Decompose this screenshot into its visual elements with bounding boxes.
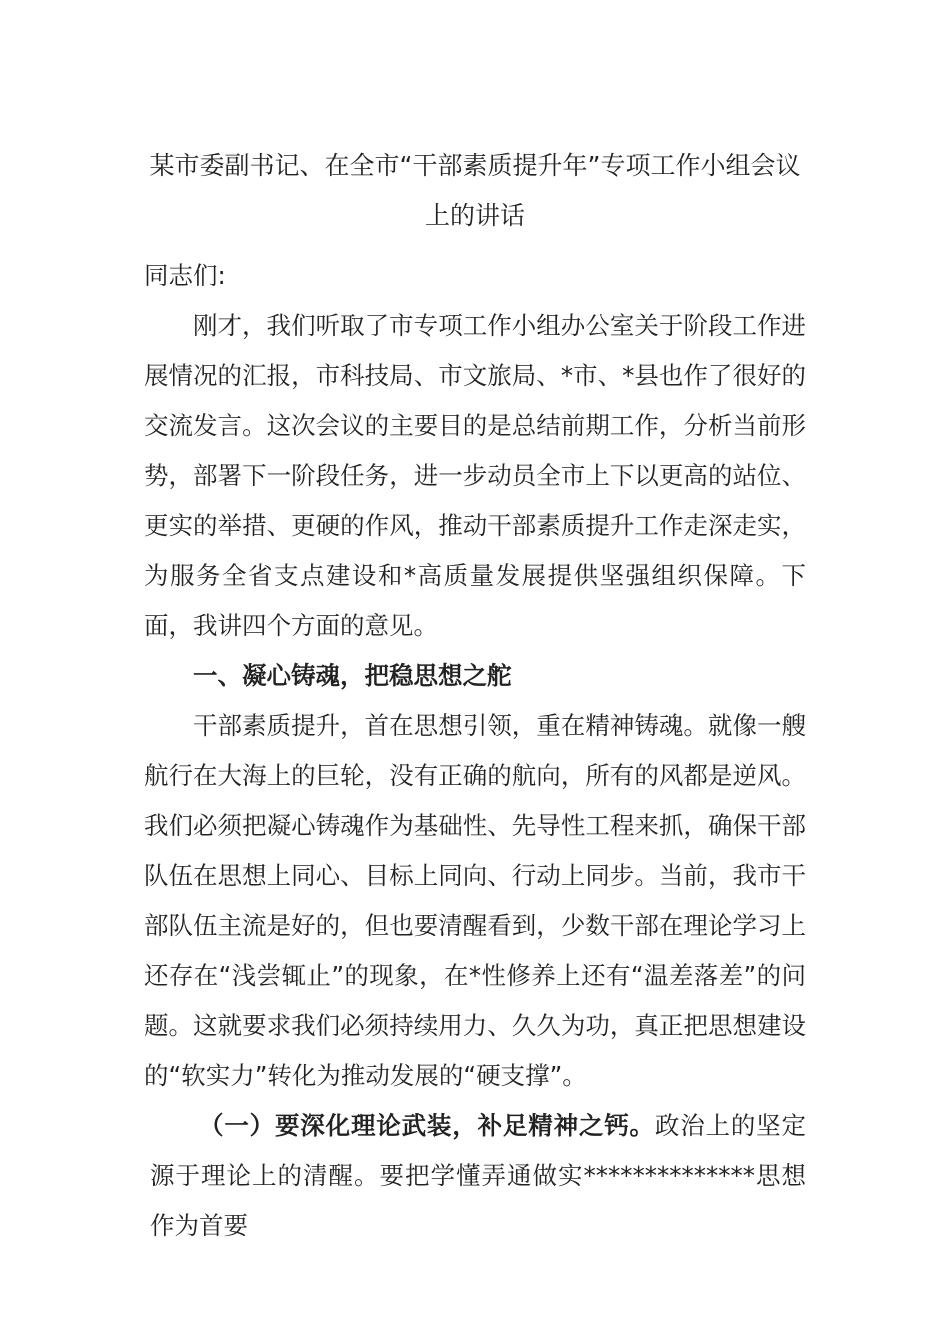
paragraph-intro: 刚才，我们听取了市专项工作小组办公室关于阶段工作进展情况的汇报，市科技局、市文旅局、*市、*县也作了很好的交流发言。这次会议的主要目的是总结前期工作，分析当前形势，部署下一阶段任务，进一步动员全市上下以更高的站位、更实的举措、更硬的作风，推动干部素质提升工作走深走实，为服务全省支点建设和*高质量发展提供坚强组织保障。下面，我讲四个方面的意见。: [144, 311, 806, 640]
paragraph-section-1: 干部素质提升，首在思想引领，重在精神铸魂。就像一艘航行在大海上的巨轮，没有正确的航向，所有的风都是逆风。我们必须把凝心铸魂作为基础性、先导性工程来抓，确保干部队伍在思想上同心、目标上同向、行动上同步。当前，我市干部队伍主流是好的，但也要清醒看到，少数干部在理论学习上还存在“浅尝辄止”的现象，在*性修养上还有“温差落差”的问题。这就要求我们必须持续用力、久久为功，真正把思想建设的“软实力”转化为推动发展的“硬支撑”。: [144, 711, 806, 1090]
subsection-text-1: 政治上的坚定源于理论上的清醒。要把学懂弄通做实**************思想作为首要: [150, 1111, 807, 1240]
subsection-paragraph-1: [144, 1101, 806, 1251]
subsection-heading-1: （一）要深化理论武装，补足精神之钙。: [199, 1111, 655, 1140]
salutation: 同志们:: [144, 261, 226, 290]
document-title: 某市委副书记、在全市“干部素质提升年”专项工作小组会议上的讲话: [149, 151, 801, 230]
section-heading-1: 一、凝心铸魂，把稳思想之舵: [193, 661, 512, 690]
document-body: [144, 251, 806, 1251]
